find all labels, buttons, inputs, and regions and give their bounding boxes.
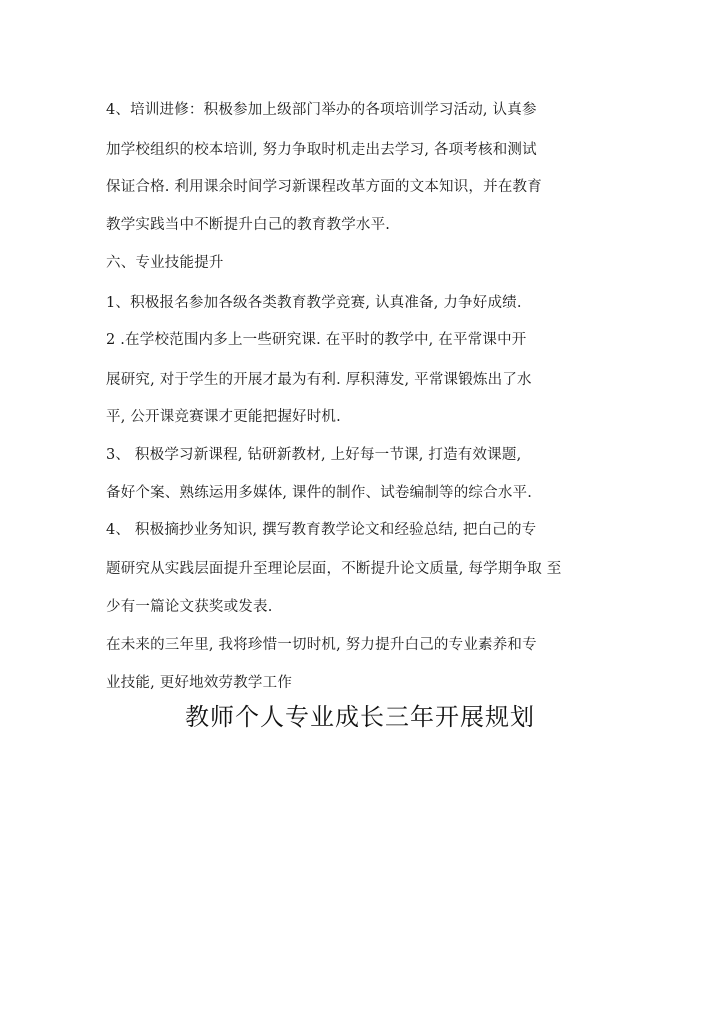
section-heading: 六、专业技能提升 (106, 255, 224, 271)
paragraph-line: 备好个案、熟练运用多媒体, 课件的制作、试卷编制等的综合水平. (106, 485, 533, 501)
paragraph-line: 教学实践当中不断提升白己的教育教学水平. (106, 217, 391, 233)
paragraph-line: 3、 积极学习新课程, 钻研新教材, 上好每一节课, 打造有效课题, (106, 447, 522, 463)
document-title: 教师个人专业成长三年开展规划 (185, 703, 535, 731)
paragraph-line: 题研究从实践层面提升至理论层面，不断提升论文质量, 每学期争取 至 (106, 561, 562, 577)
paragraph-line: 在未来的三年里, 我将珍惜一切时机, 努力提升白己的专业素养和专 (106, 637, 537, 653)
paragraph-line: 平, 公开课竞赛课才更能把握好时机. (106, 409, 341, 425)
paragraph-line: 2 .在学校范围内多上一些研究课. 在平时的教学中, 在平常课中开 (106, 332, 527, 348)
paragraph-line: 加学校组织的校本培训, 努力争取时机走出去学习, 各项考核和测试 (106, 142, 537, 158)
paragraph-line: 展研究, 对于学生的开展才最为有利. 厚积薄发, 平常课锻炼出了水 (106, 372, 532, 388)
paragraph-line: 业技能, 更好地效劳教学工作 (106, 675, 293, 691)
paragraph-line: 1、积极报名参加各级各类教育教学竞赛, 认真准备, 力争好成绩. (106, 295, 522, 311)
paragraph-line: 4、培训进修：积极参加上级部门举办的各项培训学习活动, 认真参 (106, 102, 537, 118)
paragraph-line: 少有一篇论文获奖或发表. (106, 599, 273, 615)
paragraph-line: 4、 积极摘抄业务知识, 撰写教育教学论文和经验总结, 把白己的专 (106, 522, 537, 538)
paragraph-line: 保证合格. 利用课余时间学习新课程改革方面的文本知识，并在教育 (106, 179, 542, 195)
